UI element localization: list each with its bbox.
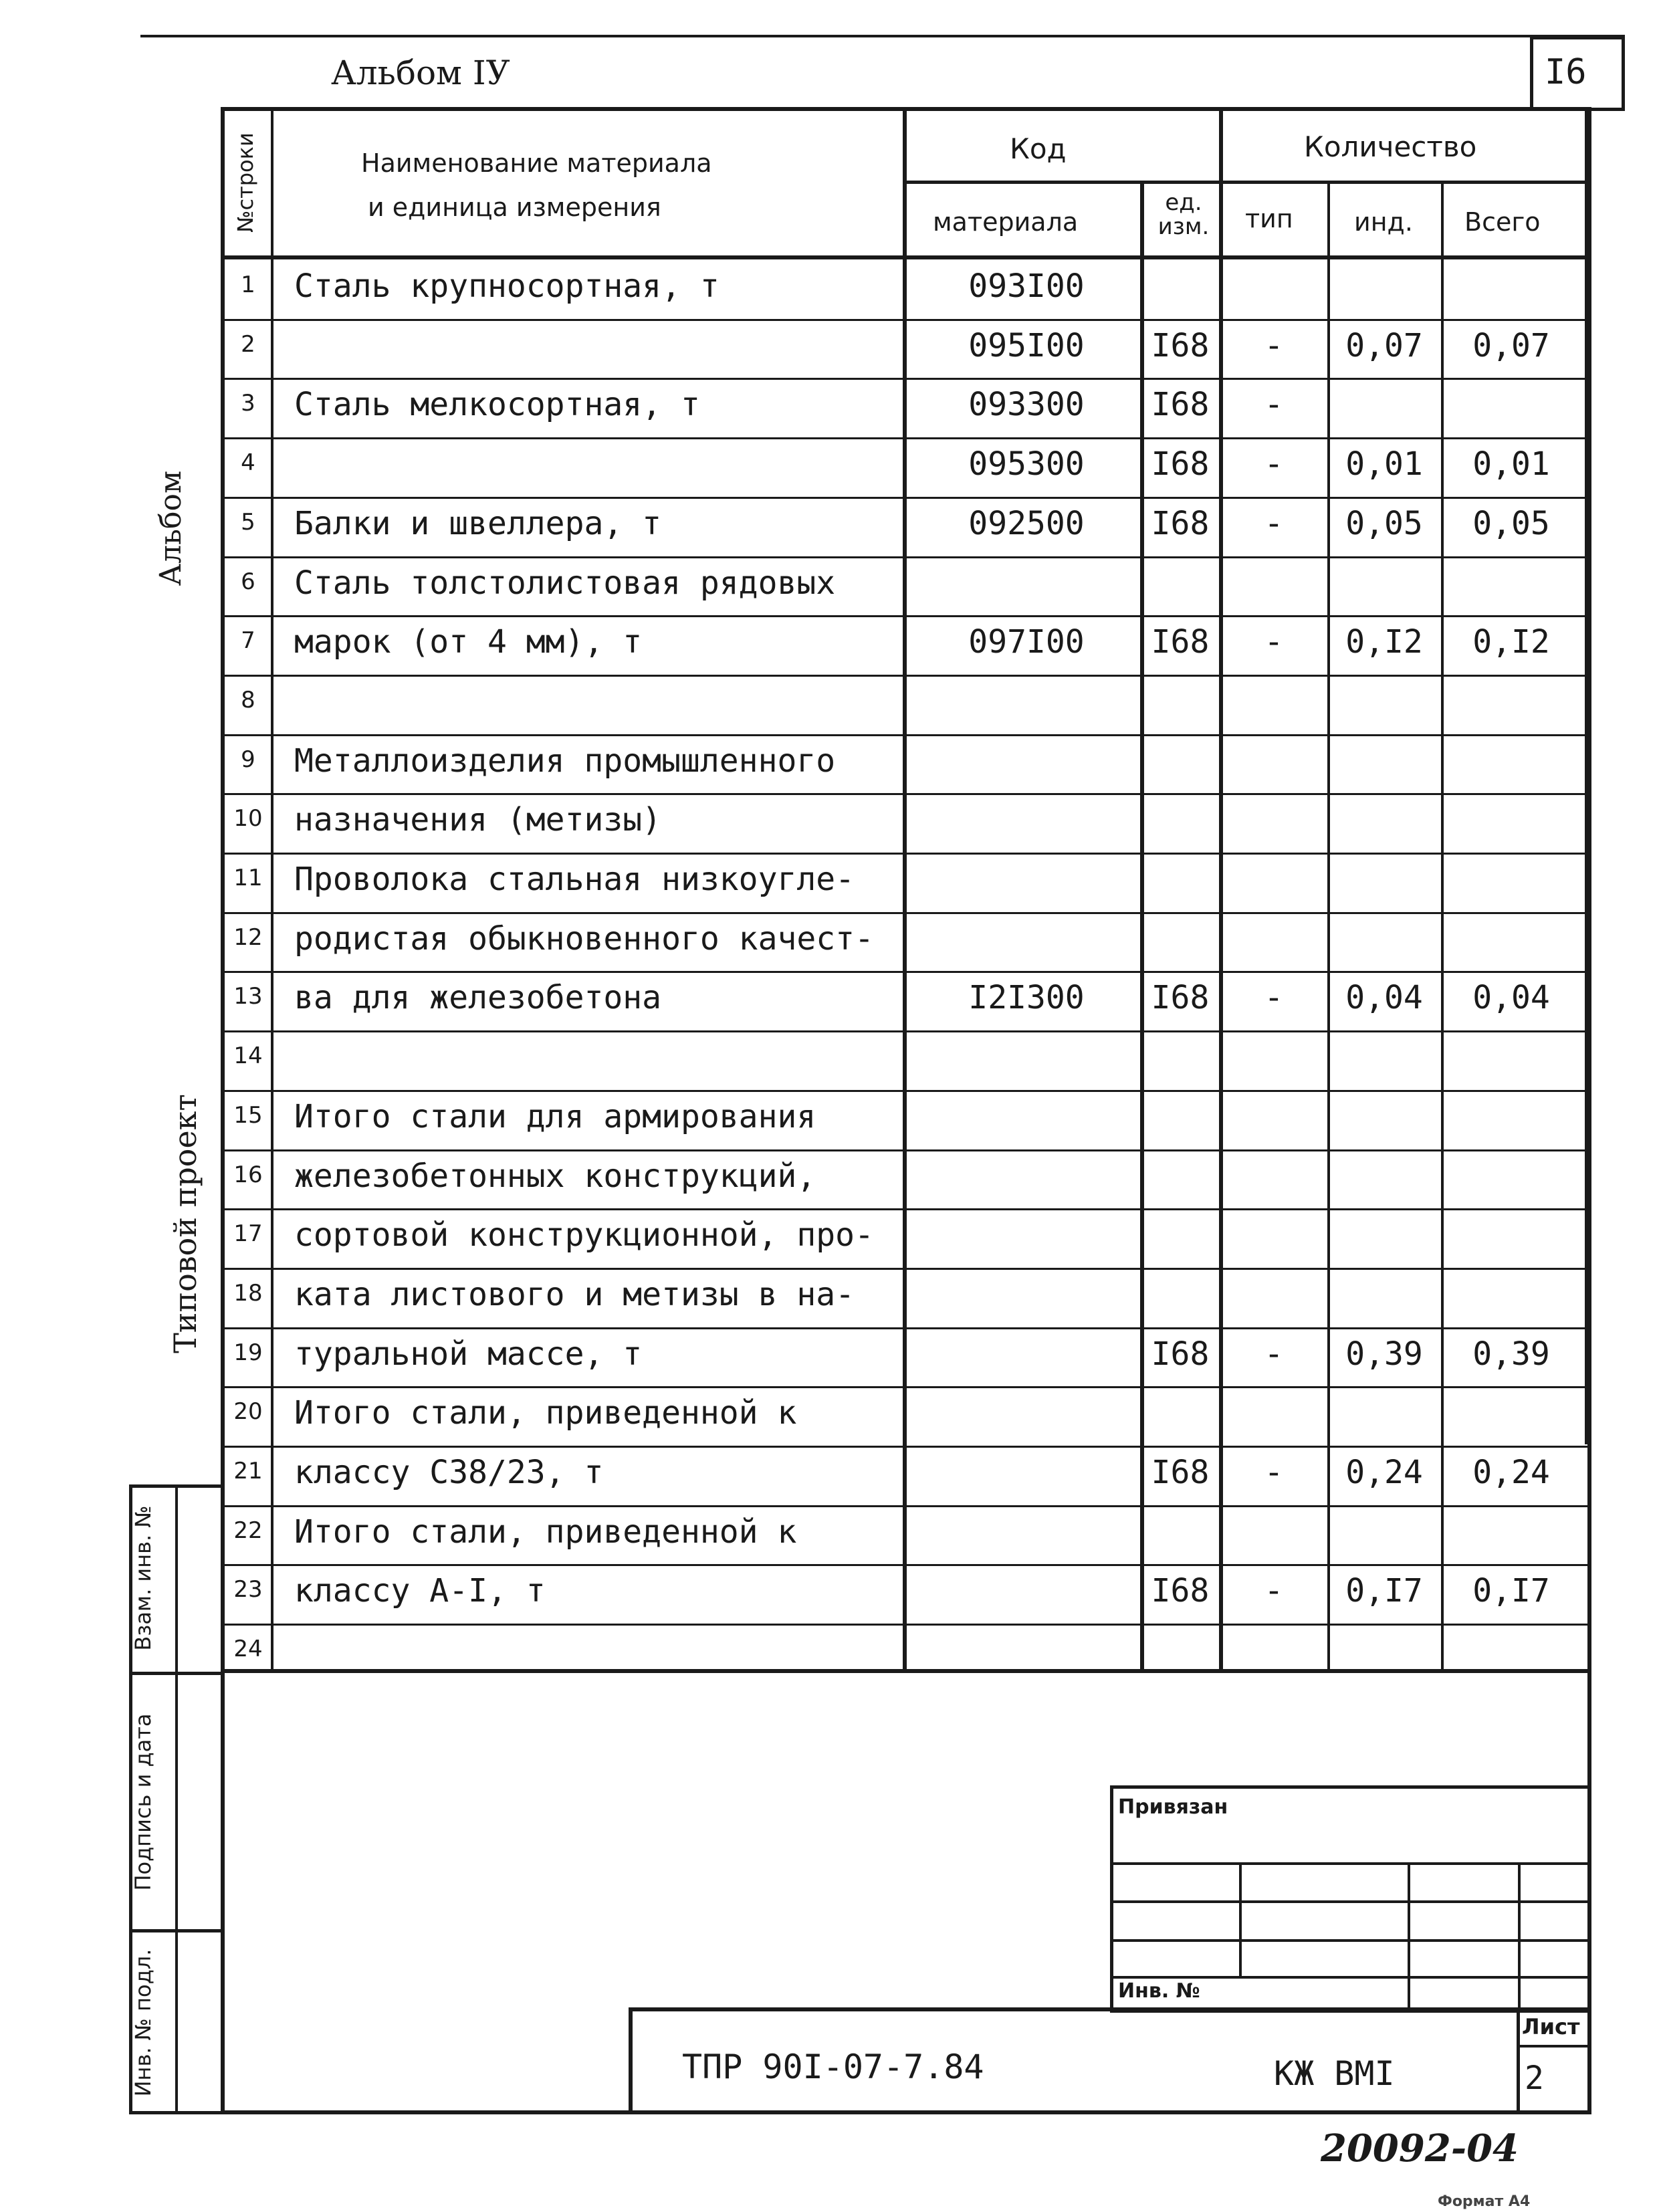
row-all: 0,05: [1472, 504, 1550, 542]
row-separator: [221, 437, 1588, 439]
row-number: 17: [233, 1220, 263, 1248]
row-number: 1: [241, 271, 255, 298]
right-border: [1585, 107, 1589, 1444]
top-border: [140, 35, 1625, 37]
row-number: 12: [233, 923, 263, 951]
row-number: 5: [241, 508, 255, 536]
row-number: 15: [233, 1101, 263, 1129]
row-name: родистая обыкновенного качест-: [294, 919, 874, 958]
row-separator: [221, 1208, 1588, 1210]
row-all: 0,24: [1472, 1454, 1550, 1491]
row-separator: [221, 1624, 1588, 1626]
row-ind: 0,01: [1345, 445, 1423, 483]
row-number: 8: [241, 686, 255, 713]
row-number: 21: [233, 1458, 263, 1484]
row-code: 092500: [968, 504, 1085, 542]
row-separator: [221, 853, 1588, 855]
row-name: железобетонных конструкций,: [294, 1157, 816, 1195]
album-title: Альбом IУ: [331, 53, 510, 92]
row-name: Сталь мелкосортная, т: [294, 386, 700, 424]
header-qty-all: Всего: [1464, 207, 1541, 237]
row-separator: [221, 1327, 1588, 1329]
side-stamp-replace-inv: Взам. инв. №: [130, 1505, 156, 1651]
row-name: Сталь крупносортная, т: [294, 267, 720, 305]
header-subline: [903, 181, 1588, 184]
row-separator: [221, 1446, 1588, 1448]
row-separator: [221, 1505, 1588, 1507]
row-all: 0,01: [1472, 445, 1550, 483]
row-name: ва для железобетона: [294, 979, 662, 1017]
row-ind: 0,24: [1345, 1454, 1423, 1491]
row-name: туральной массе, т: [294, 1335, 643, 1373]
row-name: Балки и швеллера, т: [294, 504, 662, 542]
row-typ: -: [1264, 504, 1284, 542]
row-code: 095I00: [968, 326, 1085, 364]
row-ind: 0,I7: [1345, 1572, 1423, 1610]
row-number: 16: [233, 1161, 263, 1188]
row-name: Проволока стальная низкоугле-: [294, 861, 855, 898]
row-ind: 0,07: [1345, 326, 1423, 364]
header-name-line2: и единица измерения: [368, 193, 661, 222]
header-code: Код: [1010, 132, 1067, 165]
row-separator: [221, 556, 1588, 558]
row-separator: [221, 1090, 1588, 1092]
row-all: 0,I2: [1472, 623, 1550, 661]
table-bottom: [221, 1669, 1588, 1673]
row-all: 0,39: [1472, 1335, 1550, 1373]
row-name: марок (от 4 мм), т: [294, 623, 643, 661]
row-separator: [221, 1268, 1588, 1270]
row-code: 097I00: [968, 623, 1085, 661]
doc-mark: КЖ ВМI: [1274, 2054, 1395, 2093]
row-all: 0,07: [1472, 326, 1550, 364]
row-typ: -: [1264, 623, 1284, 661]
row-separator: [221, 497, 1588, 499]
sheet-label: Лист: [1522, 2014, 1580, 2039]
bound-label: Привязан: [1118, 1795, 1228, 1819]
row-number: 11: [233, 865, 263, 891]
row-unit: I68: [1151, 1572, 1210, 1610]
row-name: Итого стали, приведенной к: [294, 1513, 797, 1551]
side-stamp-divider: [175, 1484, 178, 2114]
row-separator: [221, 1564, 1588, 1566]
row-number: 13: [233, 983, 263, 1010]
row-typ: -: [1264, 326, 1284, 364]
bound-col: [1239, 1862, 1242, 1976]
row-all: 0,04: [1472, 979, 1550, 1017]
row-separator: [221, 971, 1588, 973]
row-typ: -: [1264, 1572, 1284, 1610]
row-separator: [221, 319, 1588, 321]
row-separator: [221, 734, 1588, 736]
bound-col: [1518, 1862, 1521, 2013]
header-rownum: №строки: [233, 132, 258, 233]
header-bottom: [221, 255, 1588, 259]
doc-code: ТПР 90I-07-7.84: [682, 2048, 984, 2086]
row-separator: [221, 378, 1588, 380]
header-qty-typ: тип: [1245, 204, 1293, 233]
handwritten-number: 20092-04: [1321, 2126, 1519, 2171]
row-typ: -: [1264, 386, 1284, 424]
header-name-line1: Наименование материала: [361, 148, 712, 178]
bound-col: [1408, 1862, 1410, 2013]
sheet-number: 2: [1525, 2060, 1544, 2097]
row-separator: [221, 615, 1588, 617]
row-name: Итого стали, приведенной к: [294, 1394, 797, 1432]
row-name: ката листового и метизы в на-: [294, 1275, 855, 1313]
inv-label: Инв. №: [1118, 1979, 1200, 2003]
row-typ: -: [1264, 1335, 1284, 1373]
row-ind: 0,05: [1345, 504, 1423, 542]
row-number: 6: [241, 568, 255, 595]
row-ind: 0,39: [1345, 1335, 1423, 1373]
row-number: 24: [233, 1636, 263, 1663]
row-separator: [221, 675, 1588, 677]
row-number: 19: [233, 1339, 263, 1366]
row-unit: I68: [1151, 1454, 1210, 1491]
row-number: 7: [241, 627, 255, 655]
row-all: 0,I7: [1472, 1572, 1550, 1610]
row-typ: -: [1264, 979, 1284, 1017]
row-separator: [221, 1149, 1588, 1151]
col-line-ind: [1441, 181, 1444, 1672]
row-code: 095300: [968, 445, 1085, 483]
row-typ: -: [1264, 445, 1284, 483]
row-number: 23: [233, 1576, 263, 1603]
row-code: I2I300: [968, 979, 1085, 1017]
row-name: классу А-I, т: [294, 1572, 546, 1610]
sheet-col: [1517, 2007, 1520, 2114]
row-typ: -: [1264, 1454, 1284, 1491]
header-qty-ind: инд.: [1354, 207, 1413, 237]
side-label-album: Альбом: [154, 470, 188, 586]
row-number: 22: [233, 1517, 263, 1544]
row-ind: 0,I2: [1345, 623, 1423, 661]
col-line-name: [903, 107, 907, 1672]
row-number: 18: [233, 1279, 263, 1307]
row-name: Итого стали для армирования: [294, 1097, 816, 1135]
row-code: 093300: [968, 386, 1085, 424]
side-label-project: Типовой проект: [167, 1094, 203, 1353]
row-unit: I68: [1151, 504, 1210, 542]
header-quantity: Количество: [1304, 130, 1477, 163]
row-unit: I68: [1151, 445, 1210, 483]
row-unit: I68: [1151, 623, 1210, 661]
page-number: I6: [1545, 52, 1587, 92]
row-number: 2: [241, 330, 255, 358]
row-number: 9: [241, 746, 255, 773]
row-number: 10: [233, 805, 263, 833]
row-separator: [221, 1030, 1588, 1032]
row-code: 093I00: [968, 267, 1085, 305]
row-number: 4: [241, 449, 255, 477]
row-name: Металлоизделия промышленного: [294, 742, 836, 780]
row-name: классу С38/23, т: [294, 1454, 604, 1491]
row-number: 14: [233, 1042, 263, 1070]
row-unit: I68: [1151, 979, 1210, 1017]
header-code-unit: ед. изм.: [1157, 189, 1210, 240]
row-name: сортовой конструкционной, про-: [294, 1216, 874, 1254]
row-unit: I68: [1151, 1335, 1210, 1373]
row-number: 20: [233, 1398, 263, 1426]
format-label: Формат А4: [1438, 2193, 1531, 2210]
row-separator: [221, 912, 1588, 914]
sheet-divider: [1517, 2045, 1591, 2048]
side-stamp-original-inv: Инв. № подл.: [130, 1949, 156, 2097]
header-code-material: материала: [933, 207, 1079, 237]
row-separator: [221, 793, 1588, 795]
row-name: назначения (метизы): [294, 801, 662, 839]
row-number: 3: [241, 390, 255, 417]
row-unit: I68: [1151, 326, 1210, 364]
row-separator: [221, 1386, 1588, 1388]
col-line-typ: [1327, 181, 1330, 1672]
row-ind: 0,04: [1345, 979, 1423, 1017]
row-name: Сталь толстолистовая рядовых: [294, 564, 836, 602]
row-unit: I68: [1151, 386, 1210, 424]
side-stamp-signature-date: Подпись и дата: [130, 1713, 156, 1891]
